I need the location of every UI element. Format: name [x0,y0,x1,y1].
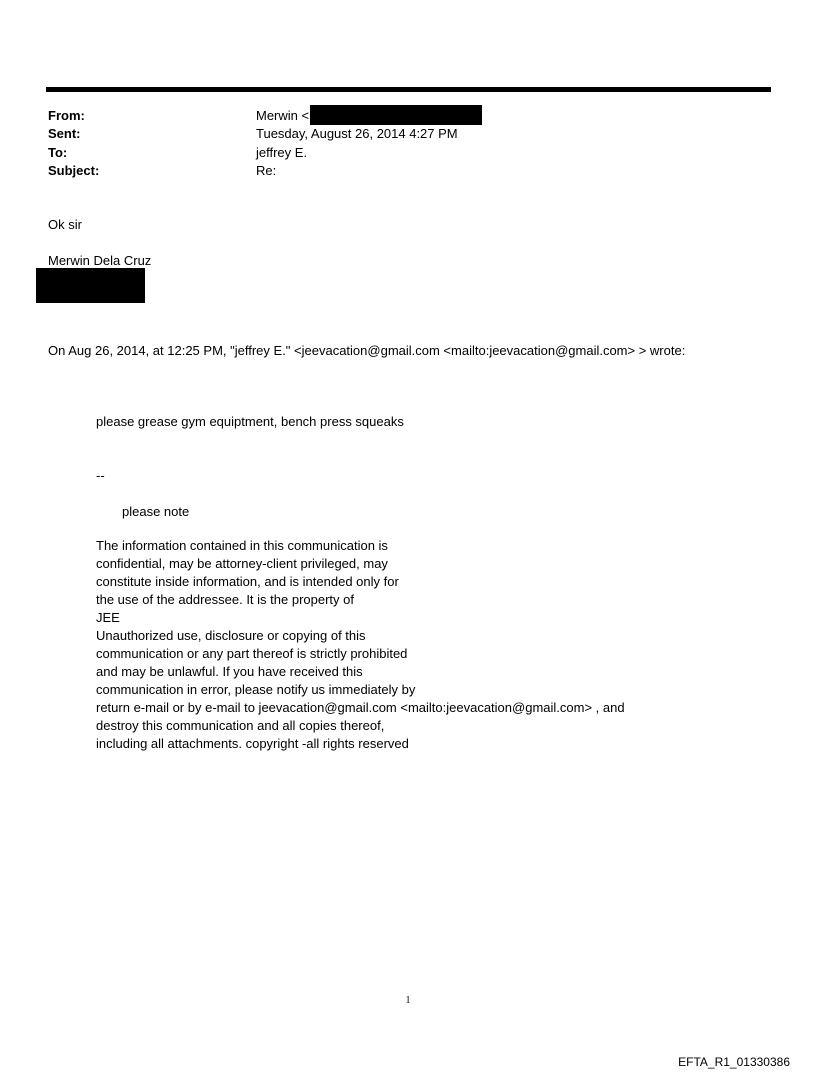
disclaimer-line: destroy this communication and all copies thereof, [96,718,385,733]
reply-text: Ok sir [48,217,82,232]
redaction-block [310,105,482,125]
disclaimer-line: including all attachments. copyright -all rights reserved [96,736,409,751]
from-label: From: [48,108,85,123]
redaction-block [36,268,145,303]
disclaimer-line: and may be unlawful. If you have received this [96,664,363,679]
disclaimer-line: communication in error, please notify us immediately by [96,682,416,697]
quoted-message: please grease gym equiptment, bench press squeaks [96,414,404,429]
quote-intro: On Aug 26, 2014, at 12:25 PM, "jeffrey E." <jeevacation@gmail.com <mailto:jeevacation@gmail.com> > wrote: [48,343,686,358]
signature-name: Merwin Dela Cruz [48,253,152,268]
page-number: 1 [405,995,411,1006]
signature-separator: -- [96,468,105,483]
from-value: Merwin < [256,108,310,123]
please-note: please note [122,504,190,519]
disclaimer-line: communication or any part thereof is strictly prohibited [96,646,408,661]
document-id: EFTA_R1_01330386 [678,1055,790,1069]
subject-value: Re: [256,163,277,178]
disclaimer-line: JEE [96,610,120,625]
disclaimer [96,537,625,753]
sent-value: Tuesday, August 26, 2014 4:27 PM [256,126,458,141]
disclaimer-line: confidential, may be attorney-client privileged, may [96,556,388,571]
sent-label: Sent: [48,126,81,141]
disclaimer-line: return e-mail or by e-mail to jeevacation@gmail.com <mailto:jeevacation@gmail.com> , and [96,700,625,715]
disclaimer-line: The information contained in this communication is [96,538,388,553]
to-label: To: [48,145,68,160]
disclaimer-line: the use of the addressee. It is the property of [96,592,354,607]
disclaimer-line: Unauthorized use, disclosure or copying of this [96,628,366,643]
header-divider [46,87,771,92]
to-value: jeffrey E. [256,145,308,160]
disclaimer-line: constitute inside information, and is intended only for [96,574,399,589]
subject-label: Subject: [48,163,100,178]
